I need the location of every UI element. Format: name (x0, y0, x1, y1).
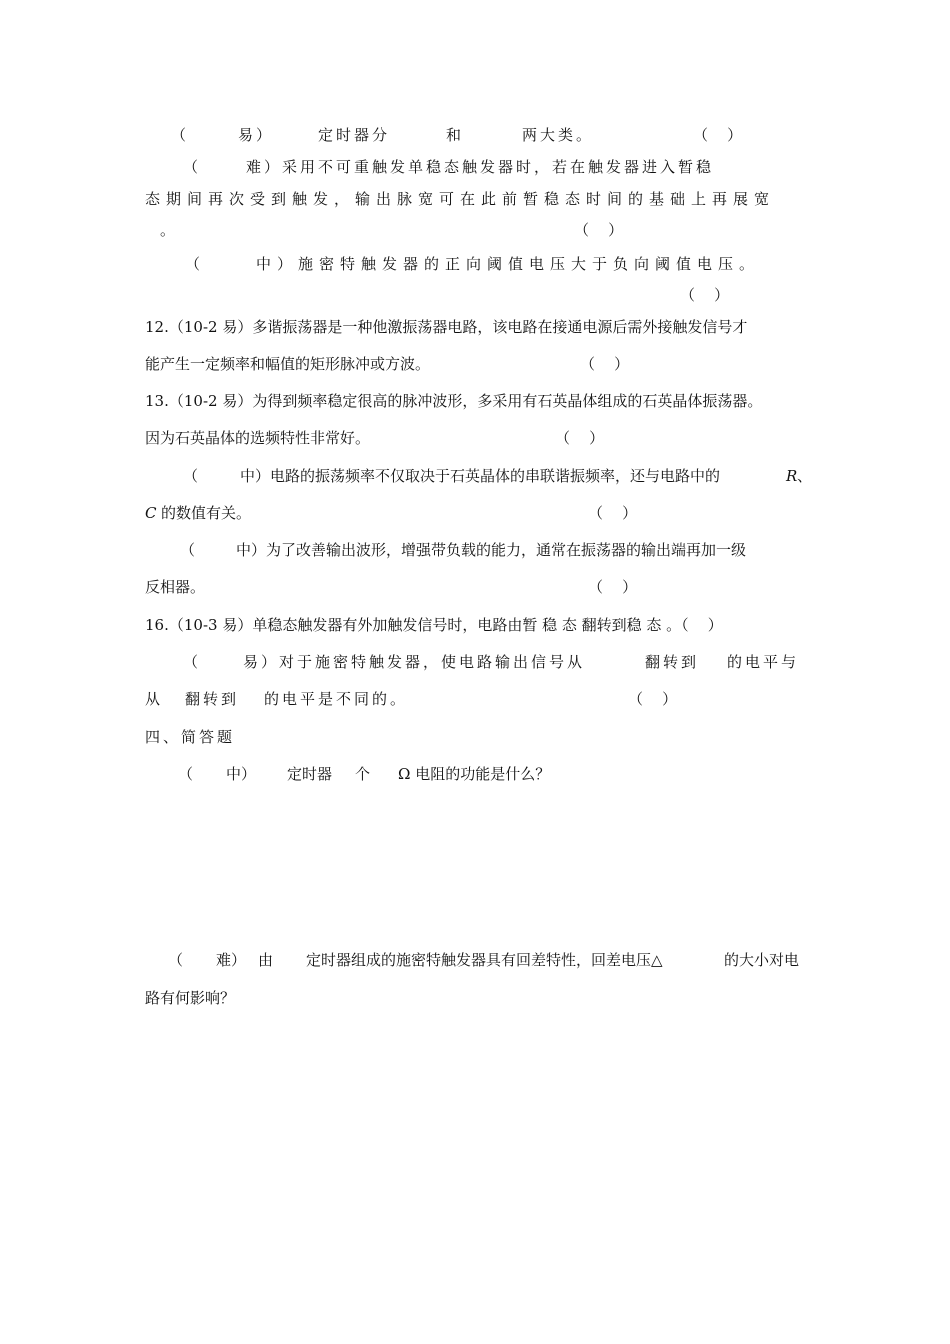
q15-open: （ (180, 541, 196, 559)
q17-answer-blank: （ ） (628, 690, 678, 708)
q16-line1: 16.（10-3 易）单稳态触发器有外加触发信号时，电路由暂 稳 态 翻转到稳 态 。（ ） (145, 616, 723, 634)
s2-open: （ (168, 951, 184, 969)
q9-open: （ (171, 126, 187, 144)
q14-var-r: R (786, 467, 798, 485)
s2-level: 难） (216, 951, 247, 969)
q14-line1: 中）电路的振荡频率不仅取决于石英晶体的串联谐振频率，还与电路中的 (240, 467, 721, 485)
q12-line2: 能产生一定频率和幅值的矩形脉冲或方波。 (145, 355, 431, 373)
s1-text-a: 定时器 (287, 765, 333, 783)
q17-line2c: 的电平是不同的。 (264, 690, 409, 708)
q14-line2: 的数值有关。 (161, 504, 252, 522)
q14-var-c: C (145, 504, 157, 522)
q10-open: （ (183, 158, 199, 176)
q15-answer-blank: （ ） (588, 578, 638, 596)
q9-text-b: 和 (446, 126, 462, 144)
s2-text-a: 由 (258, 951, 274, 969)
q17-text-a: 翻转到 (645, 653, 700, 671)
q9-level: 易） (238, 126, 275, 144)
q13-line2: 因为石英晶体的选频特性非常好。 (145, 429, 371, 447)
s1-text-c: Ω 电阻的功能是什么？ (398, 765, 551, 783)
s2-text-c: 的大小对电 (724, 951, 800, 969)
q10-line1: 难）采用不可重触发单稳态触发器时，若在触发器进入暂稳 (246, 158, 715, 176)
section4-title: 四、简答题 (145, 728, 236, 746)
q11-open: （ (185, 255, 201, 273)
q15-line2: 反相器。 (145, 578, 206, 596)
q10-line2: 态期间再次受到触发，输出脉宽可在此前暂稳态时间的基础上再展宽 (145, 190, 776, 208)
q9-text-c: 两大类。 (522, 126, 595, 144)
q15-line1: 中）为了改善输出波形，增强带负载的能力，通常在振荡器的输出端再加一级 (236, 541, 747, 559)
q10-line3: 。 (160, 221, 176, 239)
s2-line2: 路有何影响？ (145, 989, 236, 1007)
q11-answer-blank: （ ） (680, 286, 730, 304)
q14-sep: 、 (797, 467, 813, 485)
q9-text-a: 定时器分 (318, 126, 391, 144)
q17-line2b: 翻转到 (185, 690, 240, 708)
q11-text: 中）施密特触发器的正向阈值电压大于负向阈值电压。 (256, 255, 761, 273)
q14-open: （ (183, 467, 199, 485)
q17-line2a: 从 (145, 690, 161, 708)
s2-text-b: 定时器组成的施密特触发器具有回差特性，回差电压△ (306, 951, 663, 969)
q14-answer-blank: （ ） (588, 504, 638, 522)
s1-level: 中） (226, 765, 257, 783)
s1-open: （ (178, 765, 194, 783)
q13-answer-blank: （ ） (555, 429, 605, 447)
q17-line1: 易）对于施密特触发器，使电路输出信号从 (243, 653, 586, 671)
q12-answer-blank: （ ） (580, 355, 630, 373)
q9-answer-blank: （ ） (693, 126, 743, 144)
q17-open: （ (183, 653, 199, 671)
q17-text-b: 的电平与 (727, 653, 800, 671)
q10-answer-blank: （ ） (574, 221, 624, 239)
q13-line1: 13.（10-2 易）为得到频率稳定很高的脉冲波形，多采用有石英晶体组成的石英晶体振荡器。 (145, 392, 763, 410)
s1-text-b: 个 (355, 765, 371, 783)
q12-line1: 12.（10-2 易）多谐振荡器是一种他激振荡器电路，该电路在接通电源后需外接触发信号才 (145, 318, 748, 336)
